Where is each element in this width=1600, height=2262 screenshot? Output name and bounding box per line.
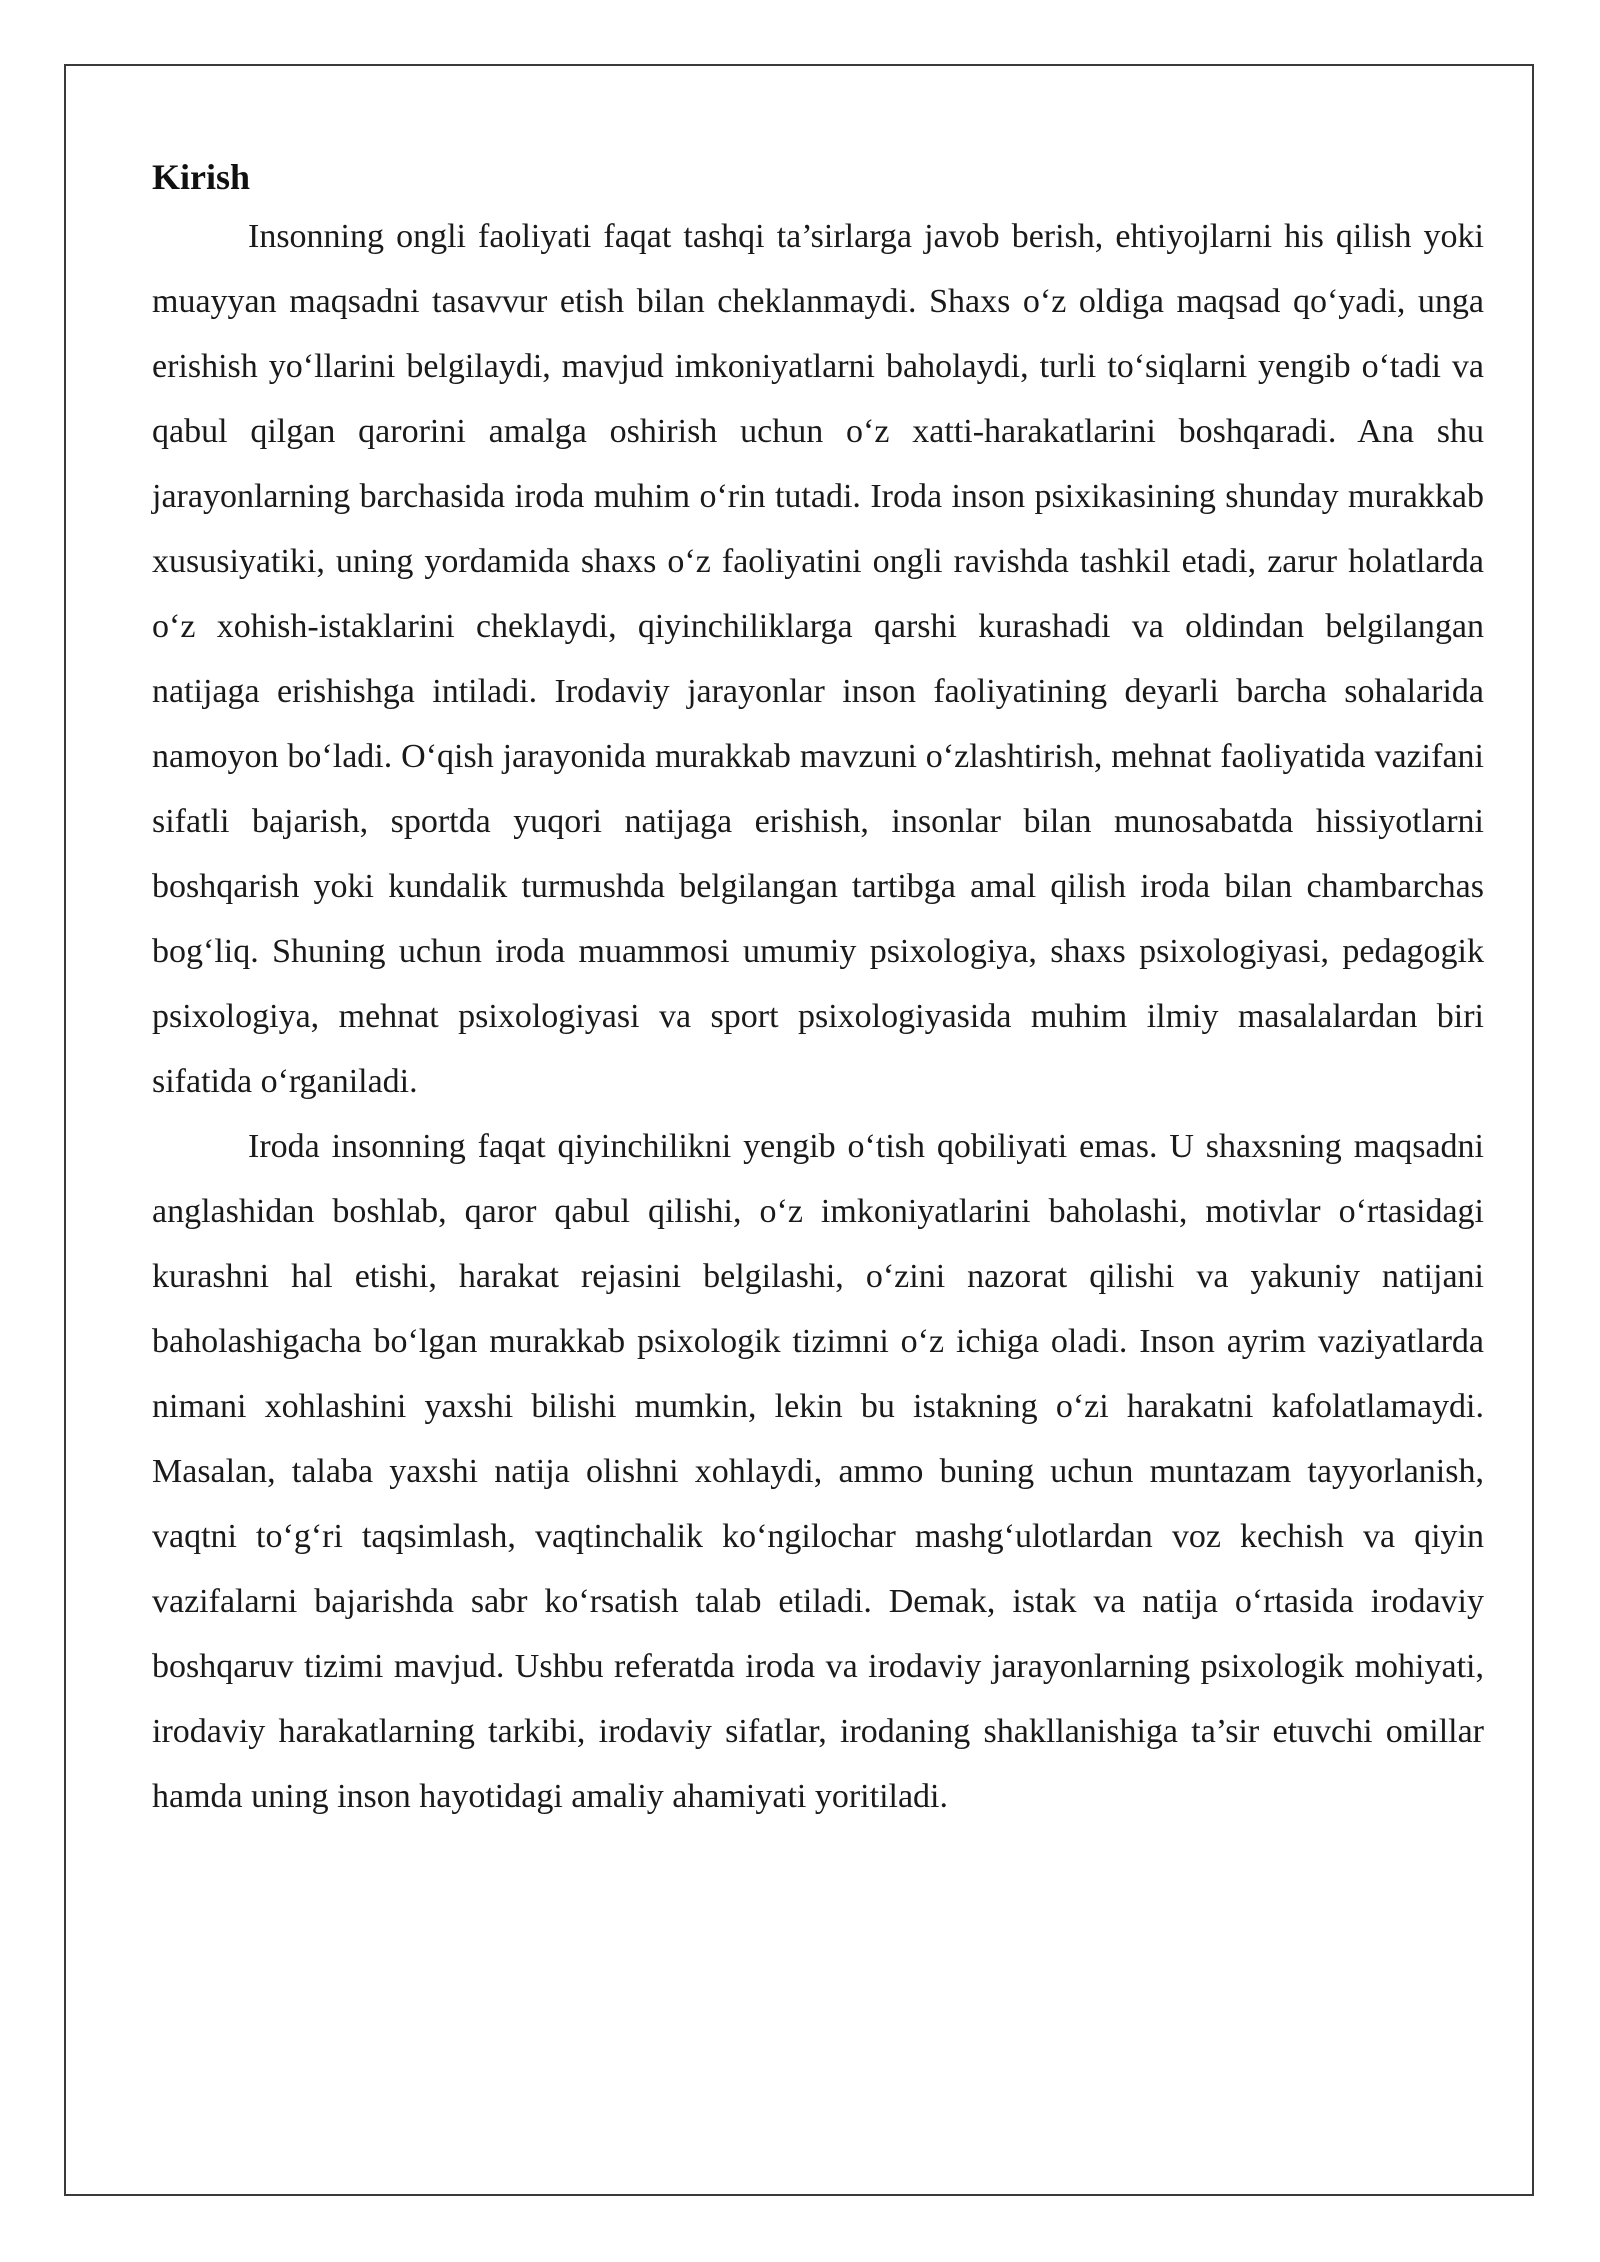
section-heading: Kirish: [152, 157, 251, 197]
paragraph-2: Iroda insonning faqat qiyinchilikni yengib o‘tish qobiliyati emas. U shaxsning maqsadni anglashidan boshlab, qaror qabul qilishi, o‘z imkoniyatlarini baholashi, motivlar o‘rtasidagi kurashni hal etishi, harakat rejasini belgilashi, o‘zini nazorat qilishi va yakuniy natijani baholashigacha bo‘lgan murakkab psixologik tizimni o‘z ichiga oladi. Inson ayrim vaziyatlarda nimani xohlashini yaxshi bilishi mumkin, lekin bu istakning o‘zi harakatni kafolatlamaydi. Masalan, talaba yaxshi natija olishni xohlaydi, ammo buning uchun muntazam tayyorlanish, vaqtni to‘g‘ri taqsimlash, vaqtinchalik ko‘ngilochar mashg‘ulotlardan voz kechish va qiyin vazifalarni bajarishda sabr ko‘rsatish talab etiladi. Demak, istak va natija o‘rtasida irodaviy boshqaruv tizimi mavjud. Ushbu referatda iroda va irodaviy jarayonlarning psixologik mohiyati, irodaviy harakatlarning tarkibi, irodaviy sifatlar, irodaning shakllanishiga ta’sir etuvchi omillar hamda uning inson hayotidagi amaliy ahamiyati yoritiladi.: [152, 1128, 1484, 1815]
paragraph-1: Insonning ongli faoliyati faqat tashqi ta’sirlarga javob berish, ehtiyojlarni his qilish yoki muayyan maqsadni tasavvur etish bilan cheklanmaydi. Shaxs o‘z oldiga maqsad qo‘yadi, unga erishish yo‘llarini belgilaydi, mavjud imkoniyatlarni baholaydi, turli to‘siqlarni yengib o‘tadi va qabul qilgan qarorini amalga oshirish uchun o‘z xatti-harakatlarini boshqaradi. Ana shu jarayonlarning barchasida iroda muhim o‘rin tutadi. Iroda inson psixikasining shunday murakkab xususiyatiki, uning yordamida shaxs o‘z faoliyatini ongli ravishda tashkil etadi, zarur holatlarda o‘z xohish-istaklarini cheklaydi, qiyinchiliklarga qarshi kurashadi va oldindan belgilangan natijaga erishishga intiladi. Irodaviy jarayonlar inson faoliyatining deyarli barcha sohalarida namoyon bo‘ladi. O‘qish jarayonida murakkab mavzuni o‘zlashtirish, mehnat faoliyatida vazifani sifatli bajarish, sportda yuqori natijaga erishish, insonlar bilan munosabatda hissiyotlarni boshqarish yoki kundalik turmushda belgilangan tartibga amal qilish iroda bilan chambarchas bog‘liq. Shuning uchun iroda muammosi umumiy psixologiya, shaxs psixologiyasi, pedagogik psixologiya, mehnat psixologiyasi va sport psixologiyasida muhim ilmiy masalalardan biri sifatida o‘rganiladi.: [152, 218, 1484, 1100]
document-body: [152, 150, 1484, 1829]
